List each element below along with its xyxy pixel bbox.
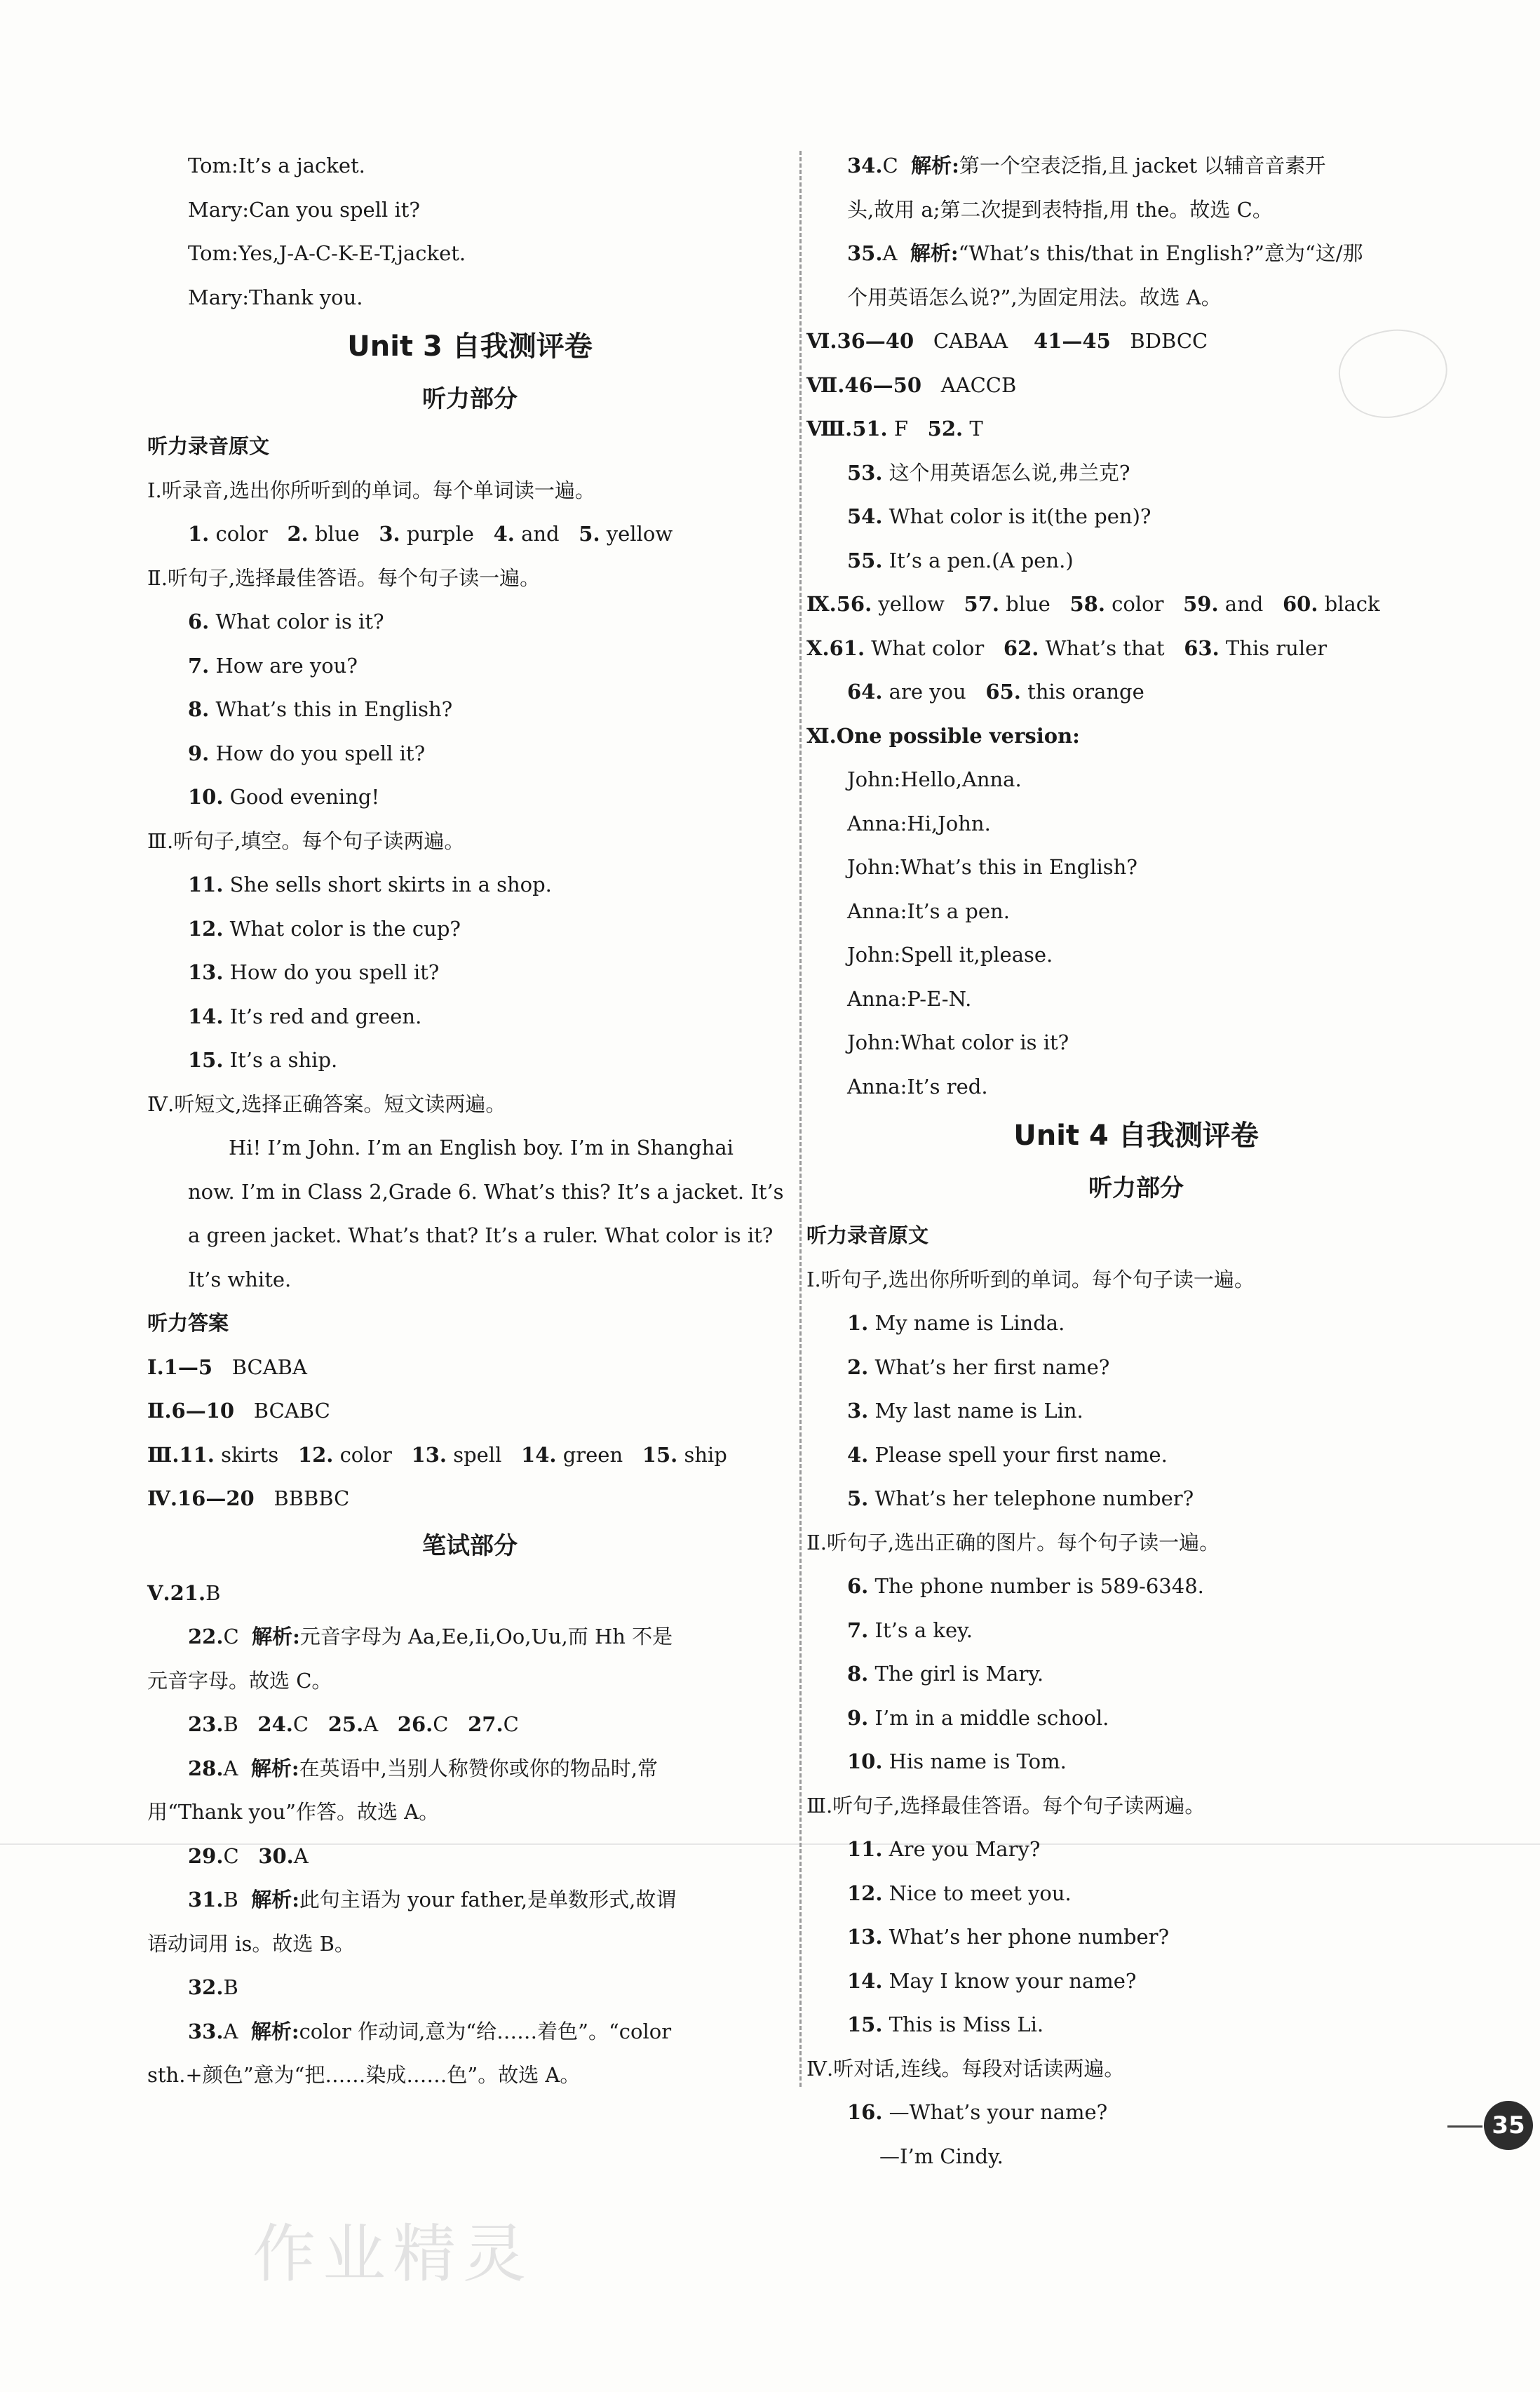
list-item: 12. Nice to meet you.	[847, 1881, 1072, 1905]
list-item: 15. It’s a ship.	[188, 1048, 338, 1072]
list-item: 3. My last name is Lin.	[847, 1399, 1083, 1423]
listening-section-title: 听力部分	[422, 385, 518, 413]
listening-section-title: 听力部分	[1088, 1174, 1184, 1202]
list-item: 10. Good evening!	[188, 785, 380, 809]
answer-row: Ⅹ.61. What color 62. What’s that 63. This ruler	[806, 636, 1328, 660]
list-item: 1. My name is Linda.	[847, 1311, 1065, 1335]
list-item: 8. What’s this in English?	[188, 697, 453, 721]
list-item: 5. What’s her telephone number?	[847, 1486, 1194, 1510]
script-title: 听力录音原文	[806, 1223, 929, 1247]
list-item: 16. —What’s your name?	[847, 2100, 1108, 2124]
dialog-line: John:Spell it,please.	[847, 943, 1053, 967]
explanation-line: 头,故用 a;第二次提到表特指,用 the。故选 C。	[847, 197, 1273, 222]
passage-line: now. I’m in Class 2,Grade 6. What’s this? It’s a jacket. It’s	[188, 1179, 784, 1204]
answer-row: Ⅵ.36—40 CABAA 41—45 BDBCC	[806, 329, 1208, 353]
answer-row: Ⅷ.51. F 52. T	[806, 417, 983, 441]
right-column	[806, 144, 1466, 2178]
page-number: 35	[1484, 2101, 1533, 2150]
explanation-line: 34.C 解析:第一个空表泛指,且 jacket 以辅音音素开	[847, 154, 1326, 177]
left-column	[147, 144, 792, 2097]
dialog-line: Anna:P-E-N.	[847, 986, 972, 1011]
list-item: 2. What’s her first name?	[847, 1355, 1110, 1379]
explanation-line: 个用英语怎么说?”,为固定用法。故选 A。	[847, 285, 1222, 309]
list-item: 7. How are you?	[188, 653, 358, 678]
list-item: 9. How do you spell it?	[188, 741, 426, 765]
dialog-line: Anna:It’s red.	[847, 1074, 988, 1098]
section-1-heading: Ⅰ.听句子,选出你所听到的单词。每个句子读一遍。	[806, 1267, 1255, 1291]
page-number-dash	[1447, 2125, 1482, 2128]
answer-row: Ⅲ.11. skirts 12. color 13. spell 14. green 15. ship	[147, 1442, 727, 1467]
explanation-line: sth.+颜色”意为“把……染成……色”。故选 A。	[147, 2063, 581, 2087]
answer-row: Ⅱ.6—10 BCABC	[147, 1399, 330, 1423]
section-4-heading: Ⅳ.听短文,选择正确答案。短文读两遍。	[147, 1091, 506, 1116]
list-item: 8. The girl is Mary.	[847, 1662, 1044, 1686]
column-divider	[799, 151, 802, 2087]
section-1-heading: Ⅰ.听录音,选出你所听到的单词。每个单词读一遍。	[147, 478, 595, 502]
passage-line: It’s white.	[188, 1267, 292, 1291]
answer-row: Ⅸ.56. yellow 57. blue 58. color 59. and 60. black	[806, 592, 1380, 616]
answer-row: 32.B	[188, 1975, 238, 1999]
passage-line: a green jacket. What’s that? It’s a ruler. What color is it?	[188, 1223, 774, 1247]
answer-row: Ⅰ.1—5 BCABA	[147, 1355, 307, 1379]
dialog-line: Anna:Hi,John.	[847, 811, 991, 835]
version-heading: Ⅺ.One possible version:	[806, 723, 1080, 748]
list-item: 14. May I know your name?	[847, 1968, 1137, 1993]
list-item: 7. It’s a key.	[847, 1618, 973, 1642]
dialog-line: Mary:Thank you.	[188, 285, 363, 309]
explanation-line: 用“Thank you”作答。故选 A。	[147, 1800, 440, 1824]
list-item: 6. The phone number is 589-6348.	[847, 1574, 1204, 1598]
list-item: 12. What color is the cup?	[188, 916, 461, 941]
answer-row: 53. 这个用英语怎么说,弗兰克?	[847, 460, 1130, 485]
explanation-line: 28.A 解析:在英语中,当别人称赞你或你的物品时,常	[188, 1756, 658, 1780]
section-3-heading: Ⅲ.听句子,填空。每个句子读两遍。	[147, 828, 465, 853]
dialog-block	[147, 144, 792, 319]
list-item: 14. It’s red and green.	[188, 1004, 422, 1028]
section-3-heading: Ⅲ.听句子,选择最佳答语。每个句子读两遍。	[806, 1793, 1205, 1817]
list-item: 13. How do you spell it?	[188, 960, 440, 984]
watermark: 作业精灵	[252, 2217, 533, 2291]
section-2-heading: Ⅱ.听句子,选出正确的图片。每个句子读一遍。	[806, 1530, 1220, 1554]
answer-row: 64. are you 65. this orange	[847, 680, 1144, 704]
explanation-line: 语动词用 is。故选 B。	[147, 1931, 355, 1956]
writing-section-title: 笔试部分	[422, 1531, 518, 1560]
answer-row: 55. It’s a pen.(A pen.)	[847, 548, 1074, 572]
list-item: 6. What color is it?	[188, 610, 384, 633]
dialog-line: Tom:It’s a jacket.	[188, 154, 365, 177]
dialog-line: John:Hello,Anna.	[847, 767, 1022, 791]
list-item: 10. His name is Tom.	[847, 1749, 1067, 1773]
dialog-line: Mary:Can you spell it?	[188, 197, 420, 222]
answer-row: 54. What color is it(the pen)?	[847, 504, 1151, 528]
list-item: 11. She sells short skirts in a shop.	[188, 873, 552, 896]
answer-row: 23.B 24.C 25.A 26.C 27.C	[188, 1712, 519, 1736]
list-item: 4. Please spell your first name.	[847, 1442, 1168, 1467]
script-title: 听力录音原文	[147, 434, 270, 458]
list-item: 15. This is Miss Li.	[847, 2013, 1044, 2036]
passage-line: Hi! I’m John. I’m an English boy. I’m in Shanghai	[229, 1136, 734, 1160]
answer-row: Ⅴ.21.B	[147, 1580, 221, 1605]
dialog-line: Anna:It’s a pen.	[847, 899, 1010, 923]
explanation-line: 元音字母。故选 C。	[147, 1668, 332, 1693]
list-item: 11. Are you Mary?	[847, 1837, 1041, 1861]
explanation-line: 22.C 解析:元音字母为 Aa,Ee,Ii,Oo,Uu,而 Hh 不是	[188, 1625, 673, 1648]
list-item: 9. I’m in a middle school.	[847, 1705, 1109, 1730]
section-4-heading: Ⅳ.听对话,连线。每段对话读两遍。	[806, 2056, 1125, 2081]
unit4-title: Unit 4 自我测评卷	[1013, 1120, 1259, 1152]
unit3-title: Unit 3 自我测评卷	[347, 330, 593, 363]
answer-row: 29.C 30.A	[188, 1843, 309, 1868]
dialog-line: John:What’s this in English?	[847, 855, 1137, 879]
explanation-line: 31.B 解析:此句主语为 your father,是单数形式,故谓	[188, 1888, 677, 1911]
section-1-items: 1. color 2. blue 3. purple 4. and 5. yellow	[188, 522, 673, 546]
answer-title: 听力答案	[147, 1311, 229, 1335]
answer-row: Ⅳ.16—20 BBBBC	[147, 1486, 350, 1510]
dialog-line: John:What color is it?	[847, 1030, 1069, 1054]
dialog-line: Tom:Yes,J-A-C-K-E-T,jacket.	[188, 241, 466, 265]
explanation-line: 35.A 解析:“What’s this/that in English?”意为“这/那	[847, 241, 1363, 265]
answer-row: Ⅶ.46—50 AACCB	[806, 372, 1017, 397]
explanation-line: 33.A 解析:color 作动词,意为“给……着色”。“color	[188, 2019, 672, 2043]
section-2-heading: Ⅱ.听句子,选择最佳答语。每个句子读一遍。	[147, 565, 541, 590]
list-item: 13. What’s her phone number?	[847, 1925, 1170, 1949]
list-item: —I’m Cindy.	[879, 2144, 1004, 2168]
